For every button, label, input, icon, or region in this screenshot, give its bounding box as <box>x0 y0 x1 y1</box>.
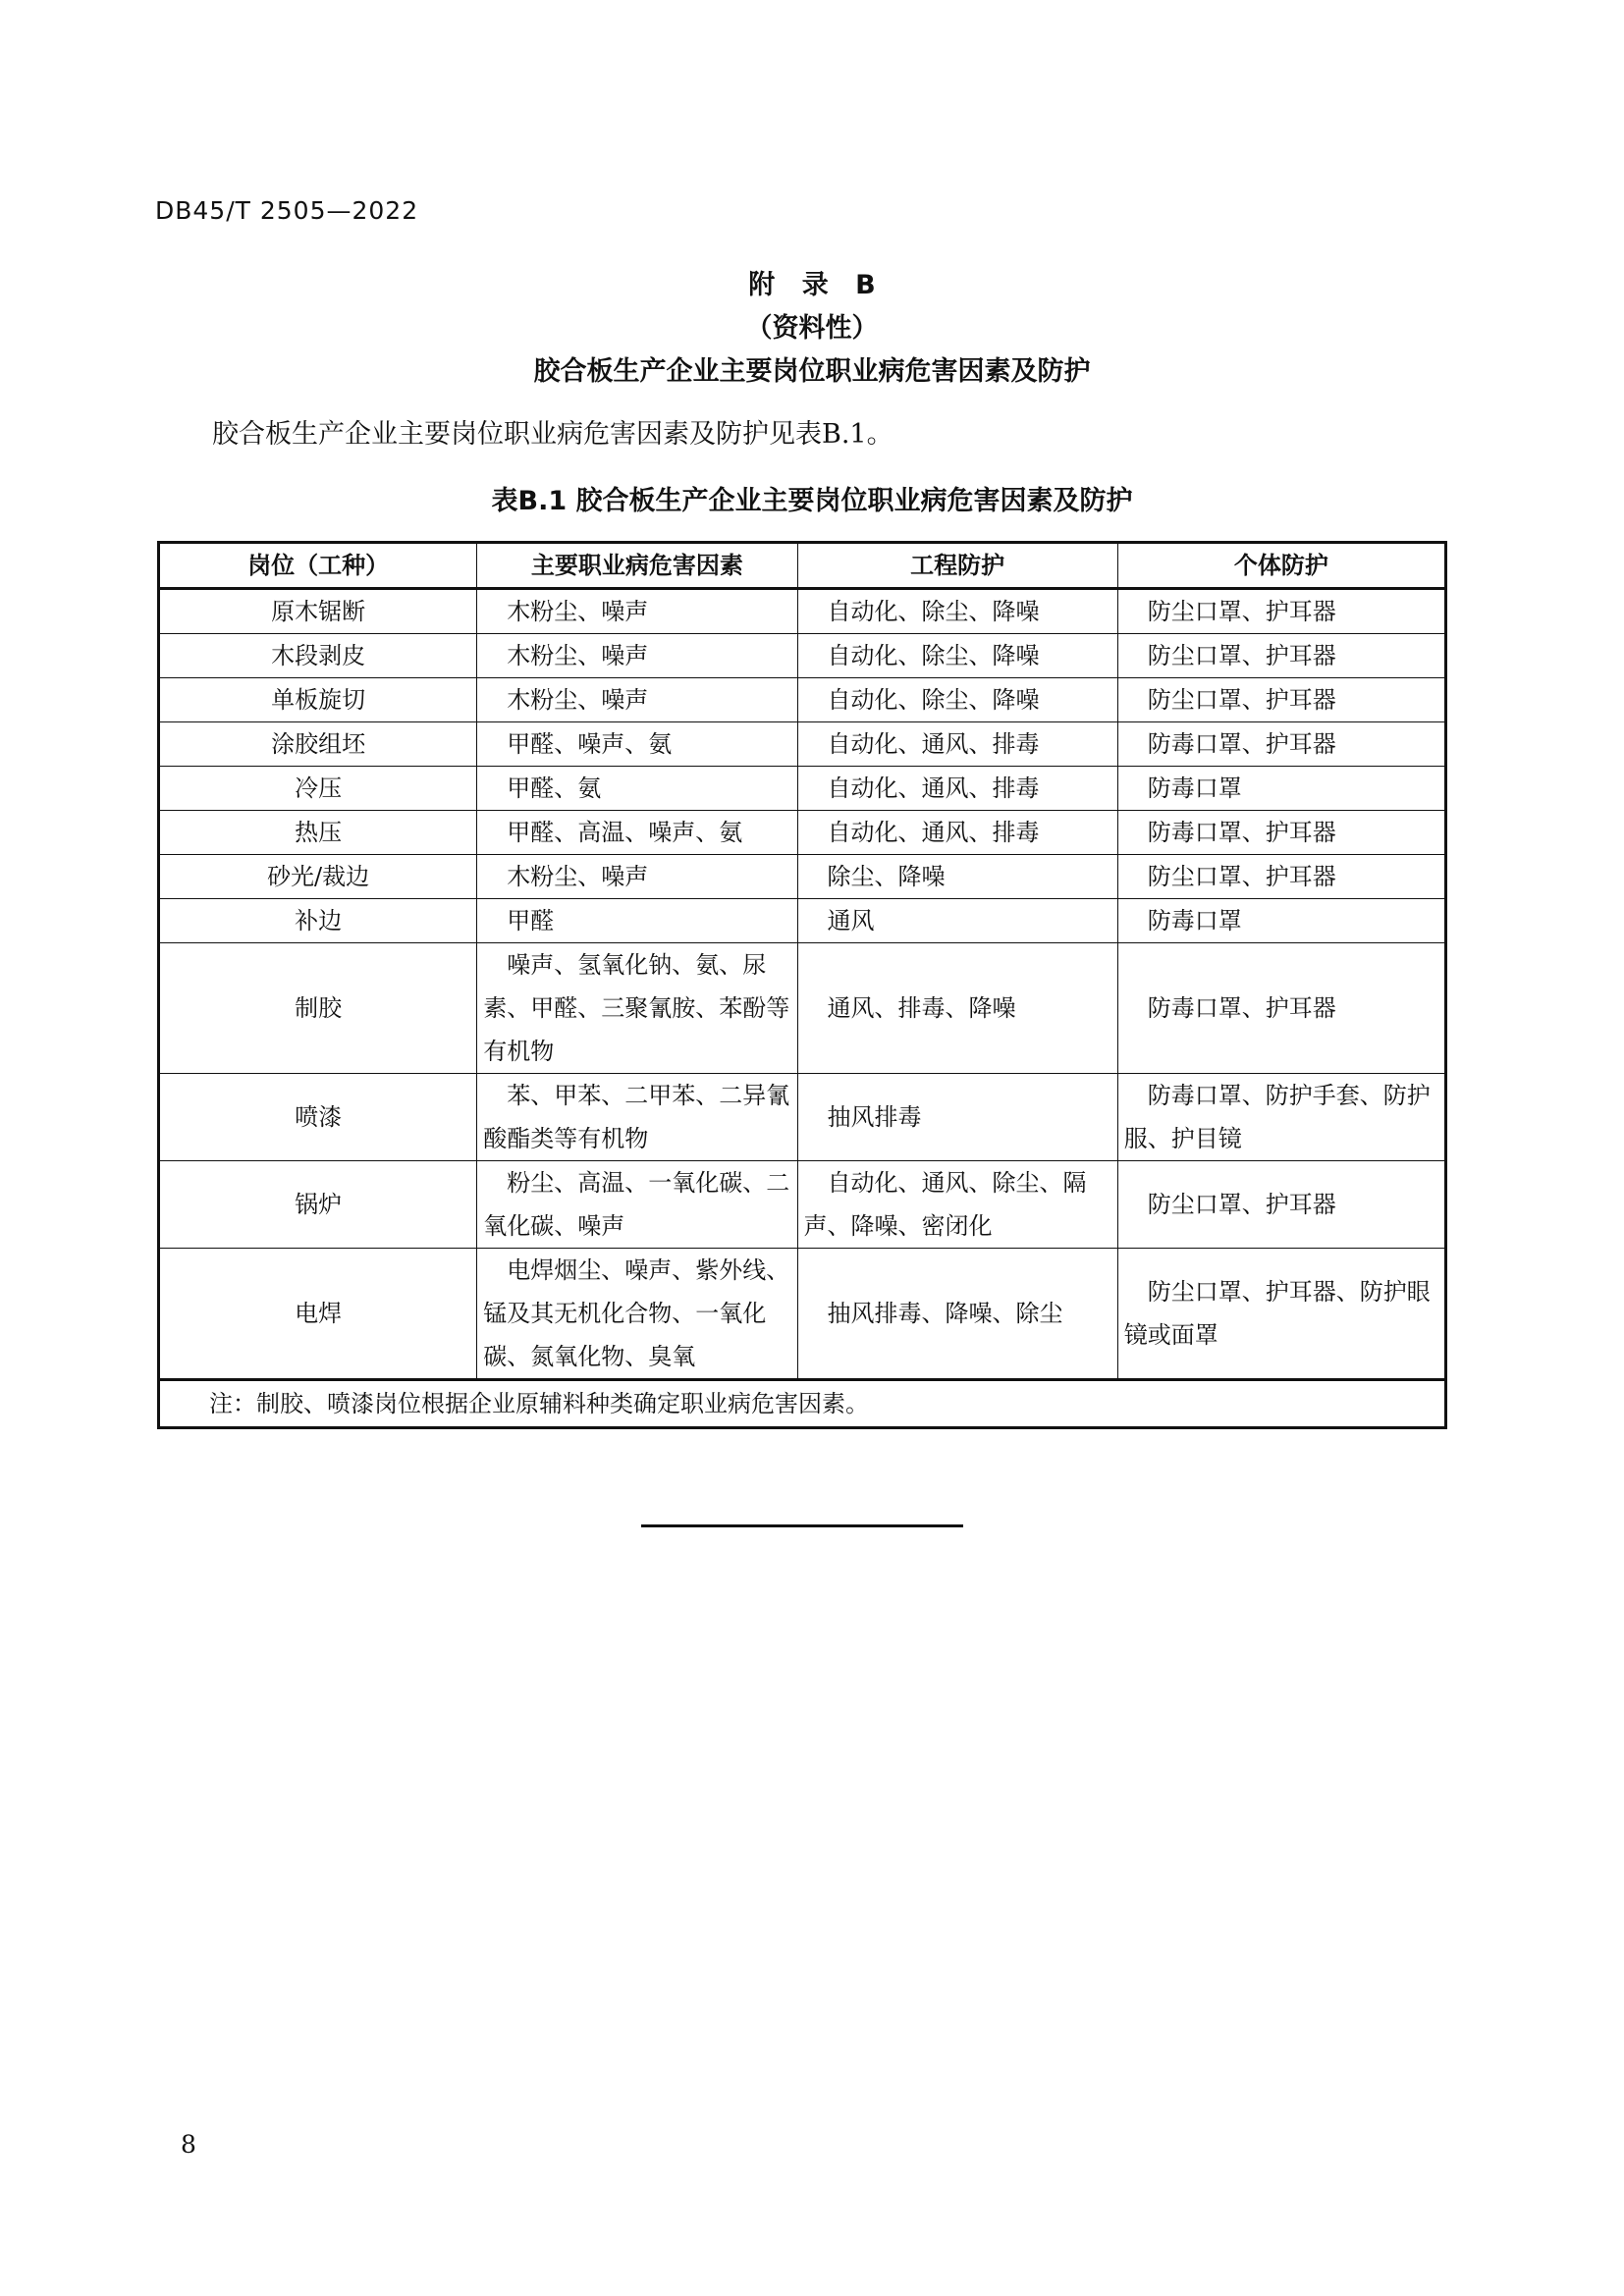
header-post: 岗位（工种） <box>159 543 477 589</box>
table-row <box>159 589 1446 634</box>
cell-personal: 防尘口罩、护耳器 <box>1117 634 1445 678</box>
cell-hazards: 木粉尘、噪声 <box>477 678 797 722</box>
cell-engineering: 自动化、除尘、降噪 <box>797 634 1117 678</box>
cell-personal: 防毒口罩、防护手套、防护服、护目镜 <box>1117 1074 1445 1161</box>
cell-hazards: 木粉尘、噪声 <box>477 634 797 678</box>
cell-post: 木段剥皮 <box>159 634 477 678</box>
cell-hazards: 木粉尘、噪声 <box>477 855 797 899</box>
appendix-title: 附 录 B <box>748 270 876 300</box>
cell-post: 喷漆 <box>159 1074 477 1161</box>
cell-post: 原木锯断 <box>159 589 477 634</box>
cell-hazards: 电焊烟尘、噪声、紫外线、锰及其无机化合物、一氧化碳、氮氧化物、臭氧 <box>477 1249 797 1380</box>
cell-post: 制胶 <box>159 943 477 1074</box>
cell-personal: 防尘口罩、护耳器 <box>1117 1161 1445 1249</box>
end-rule <box>641 1524 963 1527</box>
table-row <box>159 1074 1446 1161</box>
appendix-type: （资料性） <box>745 313 879 344</box>
table-row <box>159 1249 1446 1380</box>
cell-post: 电焊 <box>159 1249 477 1380</box>
cell-engineering: 自动化、除尘、降噪 <box>797 589 1117 634</box>
table-row <box>159 634 1446 678</box>
header-hazard-factors: 主要职业病危害因素 <box>477 543 797 589</box>
table-row <box>159 943 1446 1074</box>
cell-hazards: 粉尘、高温、一氧化碳、二氧化碳、噪声 <box>477 1161 797 1249</box>
table-row <box>159 678 1446 722</box>
cell-post: 热压 <box>159 811 477 855</box>
table-row <box>159 855 1446 899</box>
table-row <box>159 767 1446 811</box>
document-code: DB45/T 2505—2022 <box>155 196 419 225</box>
table-note: 注：制胶、喷漆岗位根据企业原辅料种类确定职业病危害因素。 <box>159 1380 1446 1428</box>
cell-hazards: 噪声、氢氧化钠、氨、尿素、甲醛、三聚氰胺、苯酚等有机物 <box>477 943 797 1074</box>
cell-post: 单板旋切 <box>159 678 477 722</box>
table-row <box>159 811 1446 855</box>
cell-engineering: 抽风排毒、降噪、除尘 <box>797 1249 1117 1380</box>
table-note-row <box>159 1380 1446 1428</box>
header-engineering-protection: 工程防护 <box>797 543 1117 589</box>
cell-personal: 防毒口罩 <box>1117 767 1445 811</box>
table-row <box>159 1161 1446 1249</box>
cell-personal: 防毒口罩 <box>1117 899 1445 943</box>
cell-engineering: 自动化、通风、排毒 <box>797 811 1117 855</box>
cell-post: 涂胶组坯 <box>159 722 477 767</box>
cell-engineering: 通风、排毒、降噪 <box>797 943 1117 1074</box>
table-row <box>159 722 1446 767</box>
cell-personal: 防尘口罩、护耳器、防护眼镜或面罩 <box>1117 1249 1445 1380</box>
cell-personal: 防毒口罩、护耳器 <box>1117 943 1445 1074</box>
cell-personal: 防尘口罩、护耳器 <box>1117 678 1445 722</box>
cell-engineering: 自动化、通风、除尘、隔声、降噪、密闭化 <box>797 1161 1117 1249</box>
table-row <box>159 899 1446 943</box>
cell-hazards: 苯、甲苯、二甲苯、二异氰酸酯类等有机物 <box>477 1074 797 1161</box>
cell-post: 冷压 <box>159 767 477 811</box>
cell-post: 补边 <box>159 899 477 943</box>
cell-hazards: 甲醛、氨 <box>477 767 797 811</box>
cell-hazards: 木粉尘、噪声 <box>477 589 797 634</box>
cell-personal: 防尘口罩、护耳器 <box>1117 589 1445 634</box>
cell-hazards: 甲醛、高温、噪声、氨 <box>477 811 797 855</box>
hazards-table <box>157 541 1447 1429</box>
cell-hazards: 甲醛 <box>477 899 797 943</box>
cell-post: 砂光/裁边 <box>159 855 477 899</box>
cell-post: 锅炉 <box>159 1161 477 1249</box>
cell-engineering: 自动化、通风、排毒 <box>797 722 1117 767</box>
cell-personal: 防毒口罩、护耳器 <box>1117 722 1445 767</box>
header-personal-protection: 个体防护 <box>1117 543 1445 589</box>
cell-engineering: 自动化、除尘、降噪 <box>797 678 1117 722</box>
cell-engineering: 除尘、降噪 <box>797 855 1117 899</box>
cell-hazards: 甲醛、噪声、氨 <box>477 722 797 767</box>
appendix-name: 胶合板生产企业主要岗位职业病危害因素及防护 <box>533 356 1091 387</box>
cell-engineering: 自动化、通风、排毒 <box>797 767 1117 811</box>
cell-personal: 防尘口罩、护耳器 <box>1117 855 1445 899</box>
cell-engineering: 通风 <box>797 899 1117 943</box>
page-number: 8 <box>181 2130 196 2159</box>
cell-personal: 防毒口罩、护耳器 <box>1117 811 1445 855</box>
table-header-row <box>159 543 1446 589</box>
cell-engineering: 抽风排毒 <box>797 1074 1117 1161</box>
intro-paragraph: 胶合板生产企业主要岗位职业病危害因素及防护见表B.1。 <box>212 419 893 450</box>
table-caption: 表B.1 胶合板生产企业主要岗位职业病危害因素及防护 <box>491 486 1133 516</box>
